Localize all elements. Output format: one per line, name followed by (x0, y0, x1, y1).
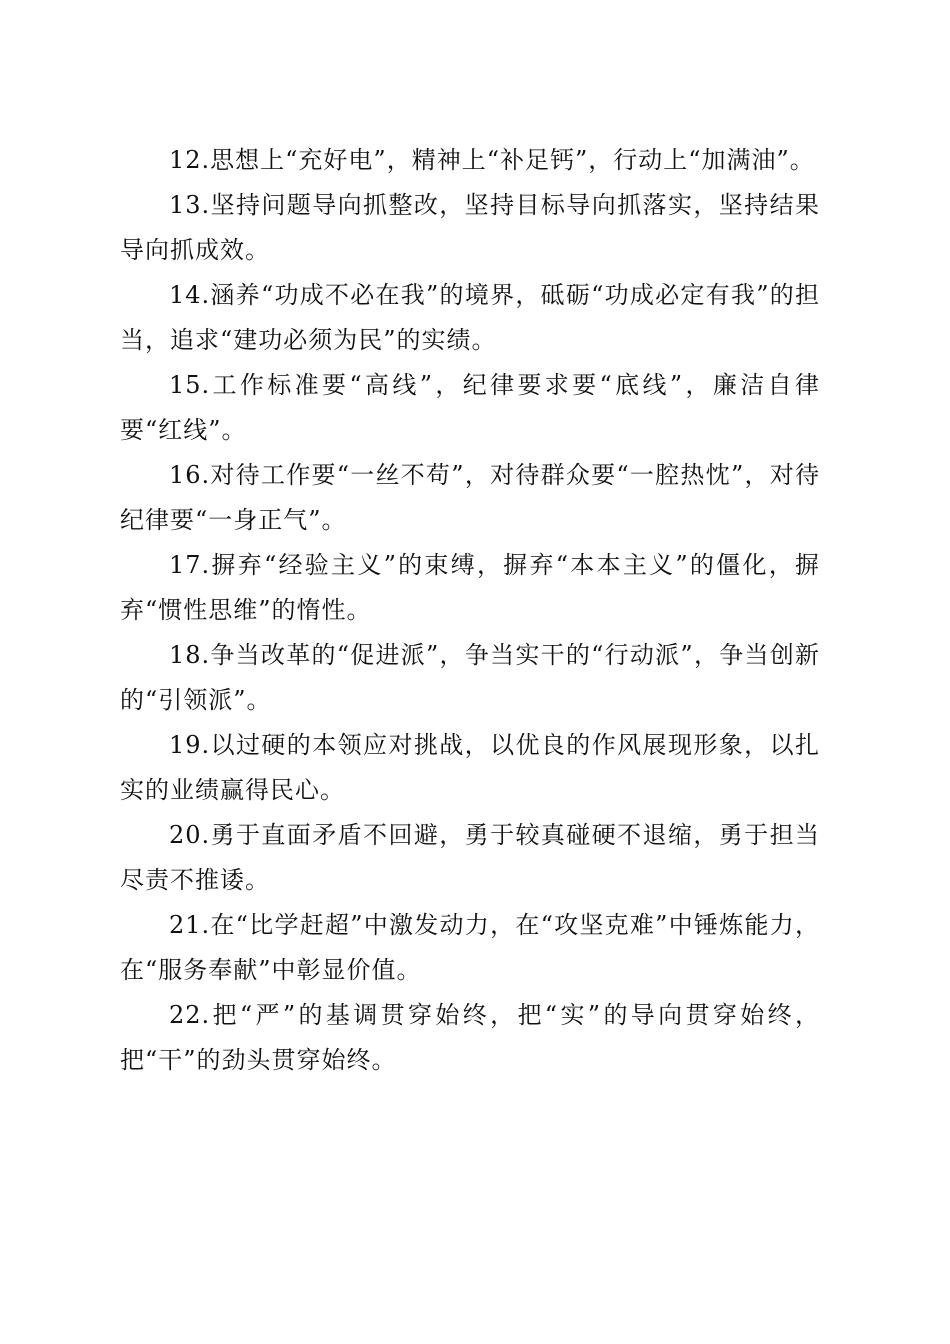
document-body (120, 138, 820, 1083)
paragraph-13: 13.坚持问题导向抓整改，坚持目标导向抓落实，坚持结果导向抓成效。 (120, 191, 820, 264)
paragraph-20: 20.勇于直面矛盾不回避，勇于较真碰硬不退缩，勇于担当尽责不推诿。 (120, 821, 820, 894)
paragraph-16: 16.对待工作要“一丝不苟”，对待群众要“一腔热忱”，对待纪律要“一身正气”。 (120, 461, 820, 534)
paragraph-12: 12.思想上“充好电”，精神上“补足钙”，行动上“加满油”。 (169, 146, 815, 174)
paragraph-15: 15.工作标准要“高线”，纪律要求要“底线”，廉洁自律要“红线”。 (120, 371, 820, 444)
paragraph-18: 18.争当改革的“促进派”，争当实干的“行动派”，争当创新的“引领派”。 (120, 641, 820, 714)
paragraph-19: 19.以过硬的本领应对挑战，以优良的作风展现形象，以扎实的业绩赢得民心。 (120, 731, 820, 804)
paragraph-22: 22.把“严”的基调贯穿始终，把“实”的导向贯穿始终，把“干”的劲头贯穿始终。 (120, 1001, 820, 1074)
paragraph-17: 17.摒弃“经验主义”的束缚，摒弃“本本主义”的僵化，摒弃“惯性思维”的惰性。 (120, 551, 820, 624)
paragraph-21: 21.在“比学赶超”中激发动力，在“攻坚克难”中锤炼能力，在“服务奉献”中彰显价值。 (120, 911, 820, 984)
paragraph-14: 14.涵养“功成不必在我”的境界，砥砺“功成必定有我”的担当，追求“建功必须为民”的实绩。 (120, 281, 820, 354)
